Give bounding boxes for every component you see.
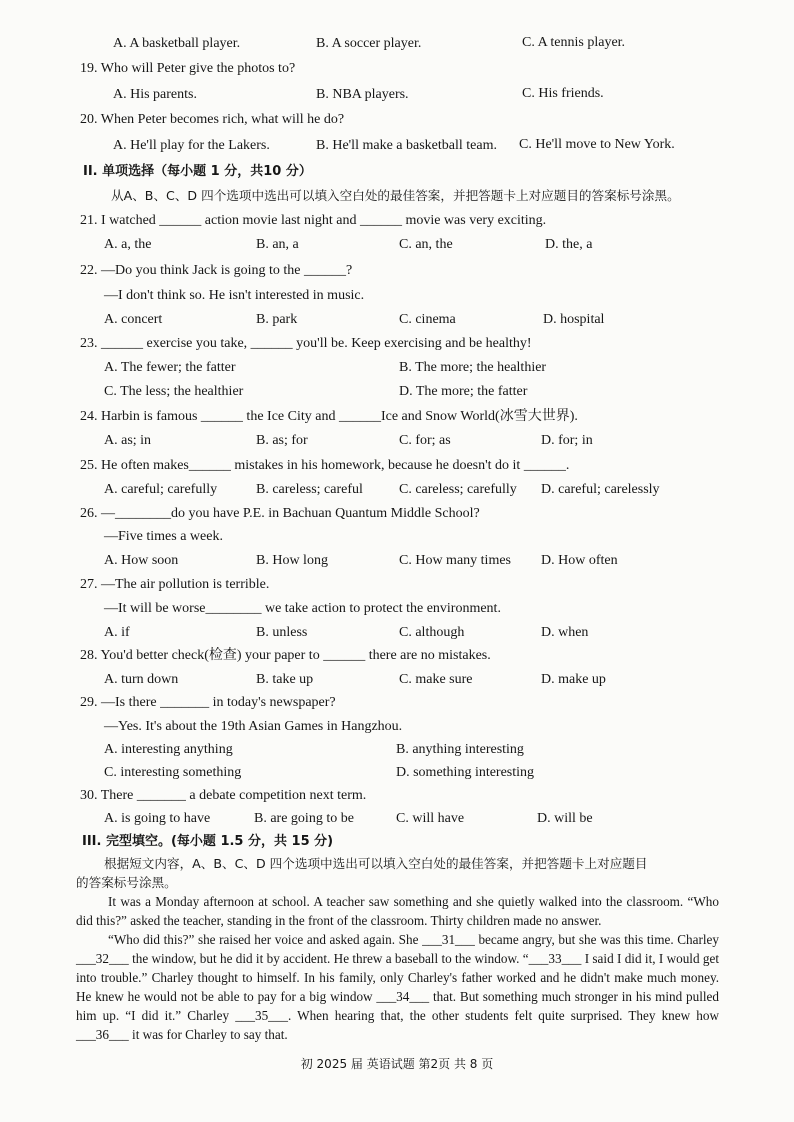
q23-option-b: B. The more; the healthier — [399, 360, 547, 375]
q20-option-b: B. He'll make a basketball team. — [316, 138, 497, 153]
q22-option-a: A. concert — [104, 312, 163, 327]
q27-reply: —It will be worse________ we take action to protect the environment. — [104, 601, 501, 616]
q23-option-d: D. The more; the fatter — [399, 384, 528, 399]
q25-option-c: C. careless; carefully — [399, 482, 517, 497]
q24-option-b: B. as; for — [256, 433, 308, 448]
section-3-title: III. 完型填空。(每小题 1.5 分，共 15 分) — [82, 834, 334, 849]
q20-option-c: C. He'll move to New York. — [519, 137, 675, 152]
q18-option-b: B. A soccer player. — [316, 36, 422, 51]
section-2-instructions: 从A、B、C、D 四个选项中选出可以填入空白处的最佳答案，并把答题卡上对应题目的答案标号涂黑。 — [111, 188, 680, 203]
q22-option-c: C. cinema — [399, 312, 456, 327]
q22-reply: —I don't think so. He isn't interested in music. — [104, 288, 365, 303]
q29-option-b: B. anything interesting — [396, 742, 524, 757]
q30-stem: 30. There _______ a debate competition next term. — [80, 788, 367, 803]
q25-stem: 25. He often makes______ mistakes in his homework, because he doesn't do it ______. — [80, 458, 570, 473]
q23-option-c: C. The less; the healthier — [104, 384, 244, 399]
q27-option-c: C. although — [399, 625, 465, 640]
q25-option-a: A. careful; carefully — [104, 482, 218, 497]
q23-stem: 23. ______ exercise you take, ______ you'll be. Keep exercising and be healthy! — [80, 336, 532, 351]
q25-option-b: B. careless; careful — [256, 482, 363, 497]
q21-option-c: C. an, the — [399, 237, 453, 252]
q28-stem: 28. You'd better check(检查) your paper to ______ there are no mistakes. — [80, 648, 491, 663]
q29-stem: 29. —Is there _______ in today's newspaper? — [80, 695, 336, 710]
q18-option-c: C. A tennis player. — [522, 35, 626, 50]
passage-paragraph-2: “Who did this?” she raised her voice and asked again. She ___31___ became angry, but she was this time. Charley ___32___ the window, but he did it by accident. He threw a baseball to the window. “___33___ I said I did it, I would get into trouble.” Charley thought to himself. In his family, only Charley's father worked and he didn't make much money. He knew he would not be able to pay for a big window ___34___ that. But something much stronger in his mind pulled him up. “I did it.” Charley ___35___. When hearing that, the other students felt quite surprised. They knew how ___36___ it was for Charley to say that. — [76, 932, 719, 1042]
q30-option-d: D. will be — [537, 811, 593, 826]
q22-option-d: D. hospital — [543, 312, 605, 327]
section-3-instructions-cont: 的答案标号涂黑。 — [76, 875, 177, 890]
q22-stem: 22. —Do you think Jack is going to the ______? — [80, 263, 353, 278]
q20-stem: 20. When Peter becomes rich, what will he do? — [80, 112, 345, 127]
q27-stem: 27. —The air pollution is terrible. — [80, 577, 270, 592]
q29-option-c: C. interesting something — [104, 765, 242, 780]
q26-option-a: A. How soon — [104, 553, 179, 568]
q27-option-b: B. unless — [256, 625, 308, 640]
section-2-title: II. 单项选择（每小题 1 分，共10 分） — [83, 164, 312, 179]
q24-option-d: D. for; in — [541, 433, 593, 448]
q21-option-b: B. an, a — [256, 237, 299, 252]
q27-option-d: D. when — [541, 625, 589, 640]
q29-reply: —Yes. It's about the 19th Asian Games in Hangzhou. — [104, 719, 403, 734]
q26-option-c: C. How many times — [399, 553, 511, 568]
q30-option-c: C. will have — [396, 811, 465, 826]
q24-option-c: C. for; as — [399, 433, 451, 448]
q22-option-b: B. park — [256, 312, 298, 327]
passage-paragraph-1: It was a Monday afternoon at school. A teacher saw something and she quietly walked into the classroom. “Who did this?” asked the teacher, standing in the front of the classroom. Thirty children made no answer. — [76, 894, 719, 928]
q26-option-d: D. How often — [541, 553, 618, 568]
page-footer: 初 2025 届 英语试题 第2页 共 8 页 — [300, 1057, 494, 1071]
q24-option-a: A. as; in — [104, 433, 152, 448]
q28-option-a: A. turn down — [104, 672, 179, 687]
q26-option-b: B. How long — [256, 553, 328, 568]
section-3-instructions: 根据短文内容，A、B、C、D 四个选项中选出可以填入空白处的最佳答案，并把答题卡上对应题目 — [104, 856, 648, 871]
q23-option-a: A. The fewer; the fatter — [104, 360, 236, 375]
q20-option-a: A. He'll play for the Lakers. — [113, 138, 270, 153]
q29-option-d: D. something interesting — [396, 765, 535, 780]
q28-option-d: D. make up — [541, 672, 606, 687]
q30-option-a: A. is going to have — [104, 811, 211, 826]
q19-option-b: B. NBA players. — [316, 87, 409, 102]
q30-option-b: B. are going to be — [254, 811, 354, 826]
q19-stem: 19. Who will Peter give the photos to? — [80, 61, 296, 76]
q21-option-a: A. a, the — [104, 237, 152, 252]
q18-option-a: A. A basketball player. — [113, 36, 241, 51]
q24-stem: 24. Harbin is famous ______ the Ice City and ______Ice and Snow World(冰雪大世界). — [80, 409, 578, 424]
q21-option-d: D. the, a — [545, 237, 593, 252]
q25-option-d: D. careful; carelessly — [541, 482, 660, 497]
q28-option-c: C. make sure — [399, 672, 473, 687]
q19-option-c: C. His friends. — [522, 86, 604, 101]
q26-stem: 26. —________do you have P.E. in Bachuan Quantum Middle School? — [80, 506, 480, 521]
q21-stem: 21. I watched ______ action movie last night and ______ movie was very exciting. — [80, 213, 547, 228]
q27-option-a: A. if — [104, 625, 130, 640]
q26-reply: —Five times a week. — [104, 529, 223, 544]
q19-option-a: A. His parents. — [113, 87, 197, 102]
q29-option-a: A. interesting anything — [104, 742, 233, 757]
q28-option-b: B. take up — [256, 672, 314, 687]
